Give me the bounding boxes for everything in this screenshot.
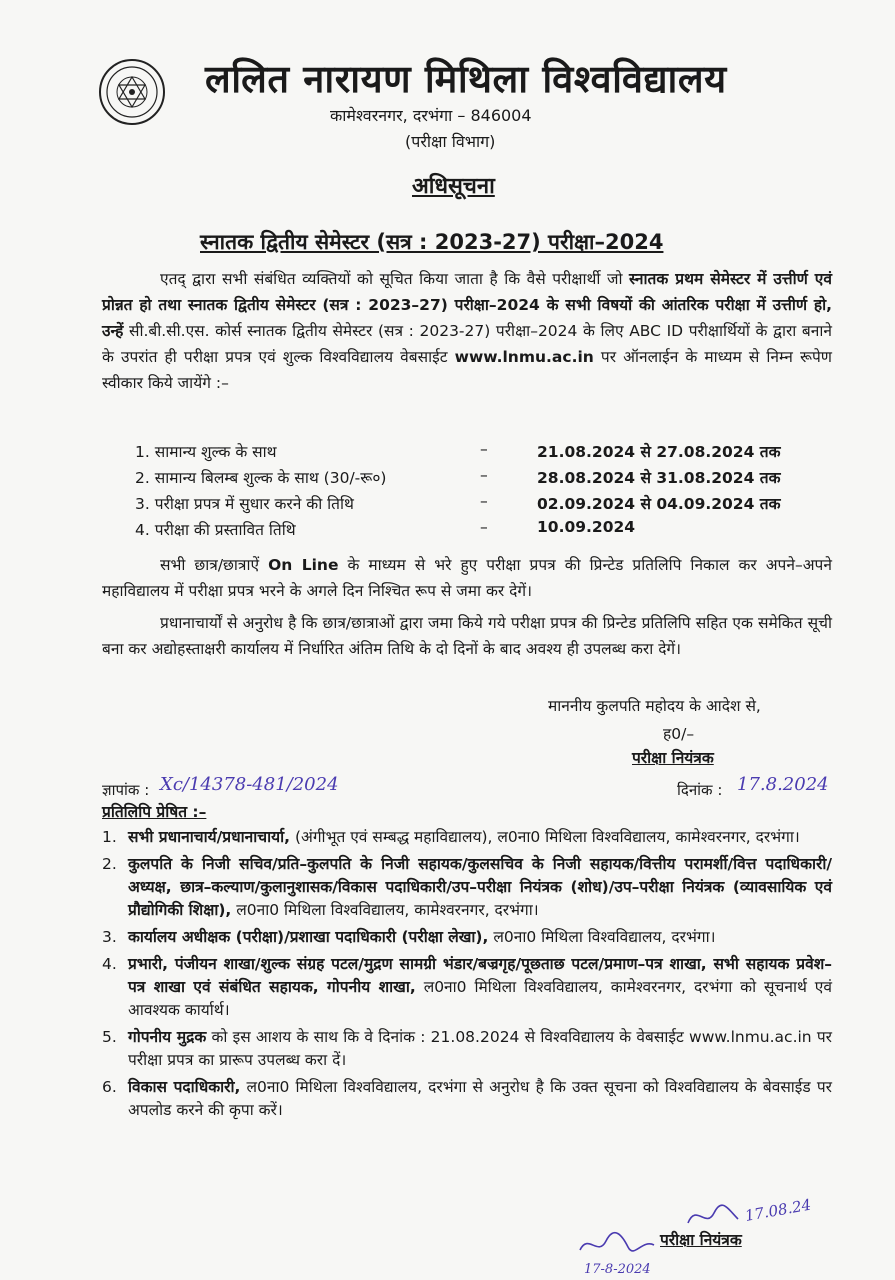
notice-title: अधिसूचना <box>412 174 495 199</box>
list-item: 6. विकास पदाधिकारी, ल0ना0 मिथिला विश्वविद्यालय, दरभंगा से अनुरोध है कि उक्त सूचना को विश्वविद्यालय के बेवसाईड पर अपलोड करने की कृपा करें। <box>102 1078 832 1119</box>
handwritten-date-1: 17.08.24 <box>743 1195 813 1225</box>
memo-label: ज्ञापांक : <box>102 781 150 799</box>
list-item: 5. गोपनीय मुद्रक को इस आशय के साथ कि वे दिनांक : 21.08.2024 से विश्वविद्यालय के वेबसाईट www.lnmu.ac.in पर परीक्षा प्रपत्र का प्रारूप उपलब्ध करा दें। <box>102 1028 832 1069</box>
footer-controller-title: परीक्षा नियंत्रक <box>660 1231 742 1249</box>
university-name: ललित नारायण मिथिला विश्वविद्यालय <box>205 57 727 101</box>
list-item: 1. सभी प्रधानाचार्य/प्रधानाचार्या, (अंगीभूत एवं सम्बद्ध महाविद्यालय), ल0ना0 मिथिला विश्वविद्यालय, कामेश्वरनगर, दरभंगा। <box>102 828 800 846</box>
controller-title: परीक्षा नियंत्रक <box>632 749 714 767</box>
notice-subject: स्नातक द्वितीय सेमेस्टर (सत्र : 2023-27) परीक्षा–2024 <box>200 230 664 254</box>
schedule-row: 3. परीक्षा प्रपत्र में सुधार करने की तिथि – 02.09.2024 से 04.09.2024 तक <box>135 492 781 513</box>
date-label: दिनांक : <box>677 781 723 799</box>
signed-mark: ह0/– <box>663 725 695 743</box>
order-line: माननीय कुलपति महोदय के आदेश से, <box>548 697 761 715</box>
memo-number: Xc/14378-481/2024 <box>160 774 339 795</box>
notice-paragraph-2: सभी छात्र/छात्राऐं On Line के माध्यम से भरे हुए परीक्षा प्रपत्र की प्रिन्टेड प्रतिलिपि निकाल कर अपने–अपने महाविद्यालय में परीक्षा प्रपत्र भरने के अगले दिन निश्चित रूप से जमा कर देगें। <box>102 556 832 600</box>
list-item: 3. कार्यालय अधीक्षक (परीक्षा)/प्रशाखा पदाधिकारी (परीक्षा लेखा), ल0ना0 मिथिला विश्वविद्यालय, दरभंगा। <box>102 928 716 946</box>
notice-paragraph-1: एतद् द्वारा सभी संबंधित व्यक्तियों को सूचित किया जाता है कि वैसे परीक्षार्थी जो स्नातक प्रथम सेमेस्टर में उत्तीर्ण एवं प्रोन्नत हो तथा स्नातक द्वितीय सेमेस्टर (सत्र : 2023–27) परीक्षा–2024 के सभी विषयों की आंतरिक परीक्षा में उत्तीर्ण हो, उन्हें सी.बी.सी.एस. कोर्स स्नातक द्वितीय सेमेस्टर (सत्र : 2023-27) परीक्षा–2024 के लिए ABC ID परीक्षार्थियों के द्वारा बनाने के उपरांत ही परीक्षा प्रपत्र एवं शुल्क विश्वविद्यालय वेबसाईट www.lnmu.ac.in पर ऑनलाईन के माध्यम से निम्न रूपेण स्वीकार किये जायेंगे :– <box>102 270 832 392</box>
university-seal-icon <box>98 58 166 126</box>
date-value: 17.8.2024 <box>737 774 829 795</box>
schedule-row: 2. सामान्य बिलम्ब शुल्क के साथ (30/-रू०) – 28.08.2024 से 31.08.2024 तक <box>135 466 781 487</box>
schedule-row: 4. परीक्षा की प्रस्तावित तिथि – 10.09.2024 <box>135 518 636 539</box>
notice-paragraph-3: प्रधानाचार्यों से अनुरोध है कि छात्र/छात्राओं द्वारा जमा किये गये परीक्षा प्रपत्र की प्रिन्टेड प्रतिलिपि सहित एक समेकित सूची बना कर अद्योहस्ताक्षरी कार्यालय में निर्धारित अंतिम तिथि के दो दिनों के बाद अवश्य ही उपलब्ध करा देगें। <box>102 614 832 658</box>
handwritten-date-2: 17-8-2024 <box>584 1262 651 1277</box>
university-address: कामेश्वरनगर, दरभंगा – 846004 <box>330 106 532 125</box>
schedule-list <box>135 440 835 544</box>
copy-recipients-list <box>102 826 832 1126</box>
list-item: 4. प्रभारी, पंजीयन शाखा/शुल्क संग्रह पटल/मुद्रण सामग्री भंडार/बज्रगृह/पूछताछ पटल/प्रमाण–पत्र शाखा, सभी सहायक प्रवेश–पत्र शाखा एवं संबंधित सहायक, गोपनीय शाखा, ल0ना0 मिथिला विश्वविद्यालय, कामेश्वरनगर, दरभंगा को सूचनार्थ एवं आवश्यक कार्यार्थ। <box>102 955 832 1019</box>
list-item: 2. कुलपति के निजी सचिव/प्रति–कुलपति के निजी सहायक/कुलसचिव के निजी सहायक/वित्तीय परामर्शी/वित्त पदाधिकारी/अध्यक्ष, छात्र–कल्याण/कुलानुशासक/विकास पदाधिकारी/उप–परीक्षा नियंत्रक (शोध)/उप–परीक्षा नियंत्रक (व्यावसायिक एवं प्रौद्योगिकी शिक्षा), ल0ना0 मिथिला विश्वविद्यालय, कामेश्वरनगर, दरभंगा। <box>102 855 832 919</box>
copy-label: प्रतिलिपि प्रेषित :– <box>102 803 207 821</box>
website-link[interactable]: www.lnmu.ac.in <box>454 348 594 366</box>
department-name: (परीक्षा विभाग) <box>405 132 496 151</box>
schedule-row: 1. सामान्य शुल्क के साथ – 21.08.2024 से 27.08.2024 तक <box>135 440 781 461</box>
